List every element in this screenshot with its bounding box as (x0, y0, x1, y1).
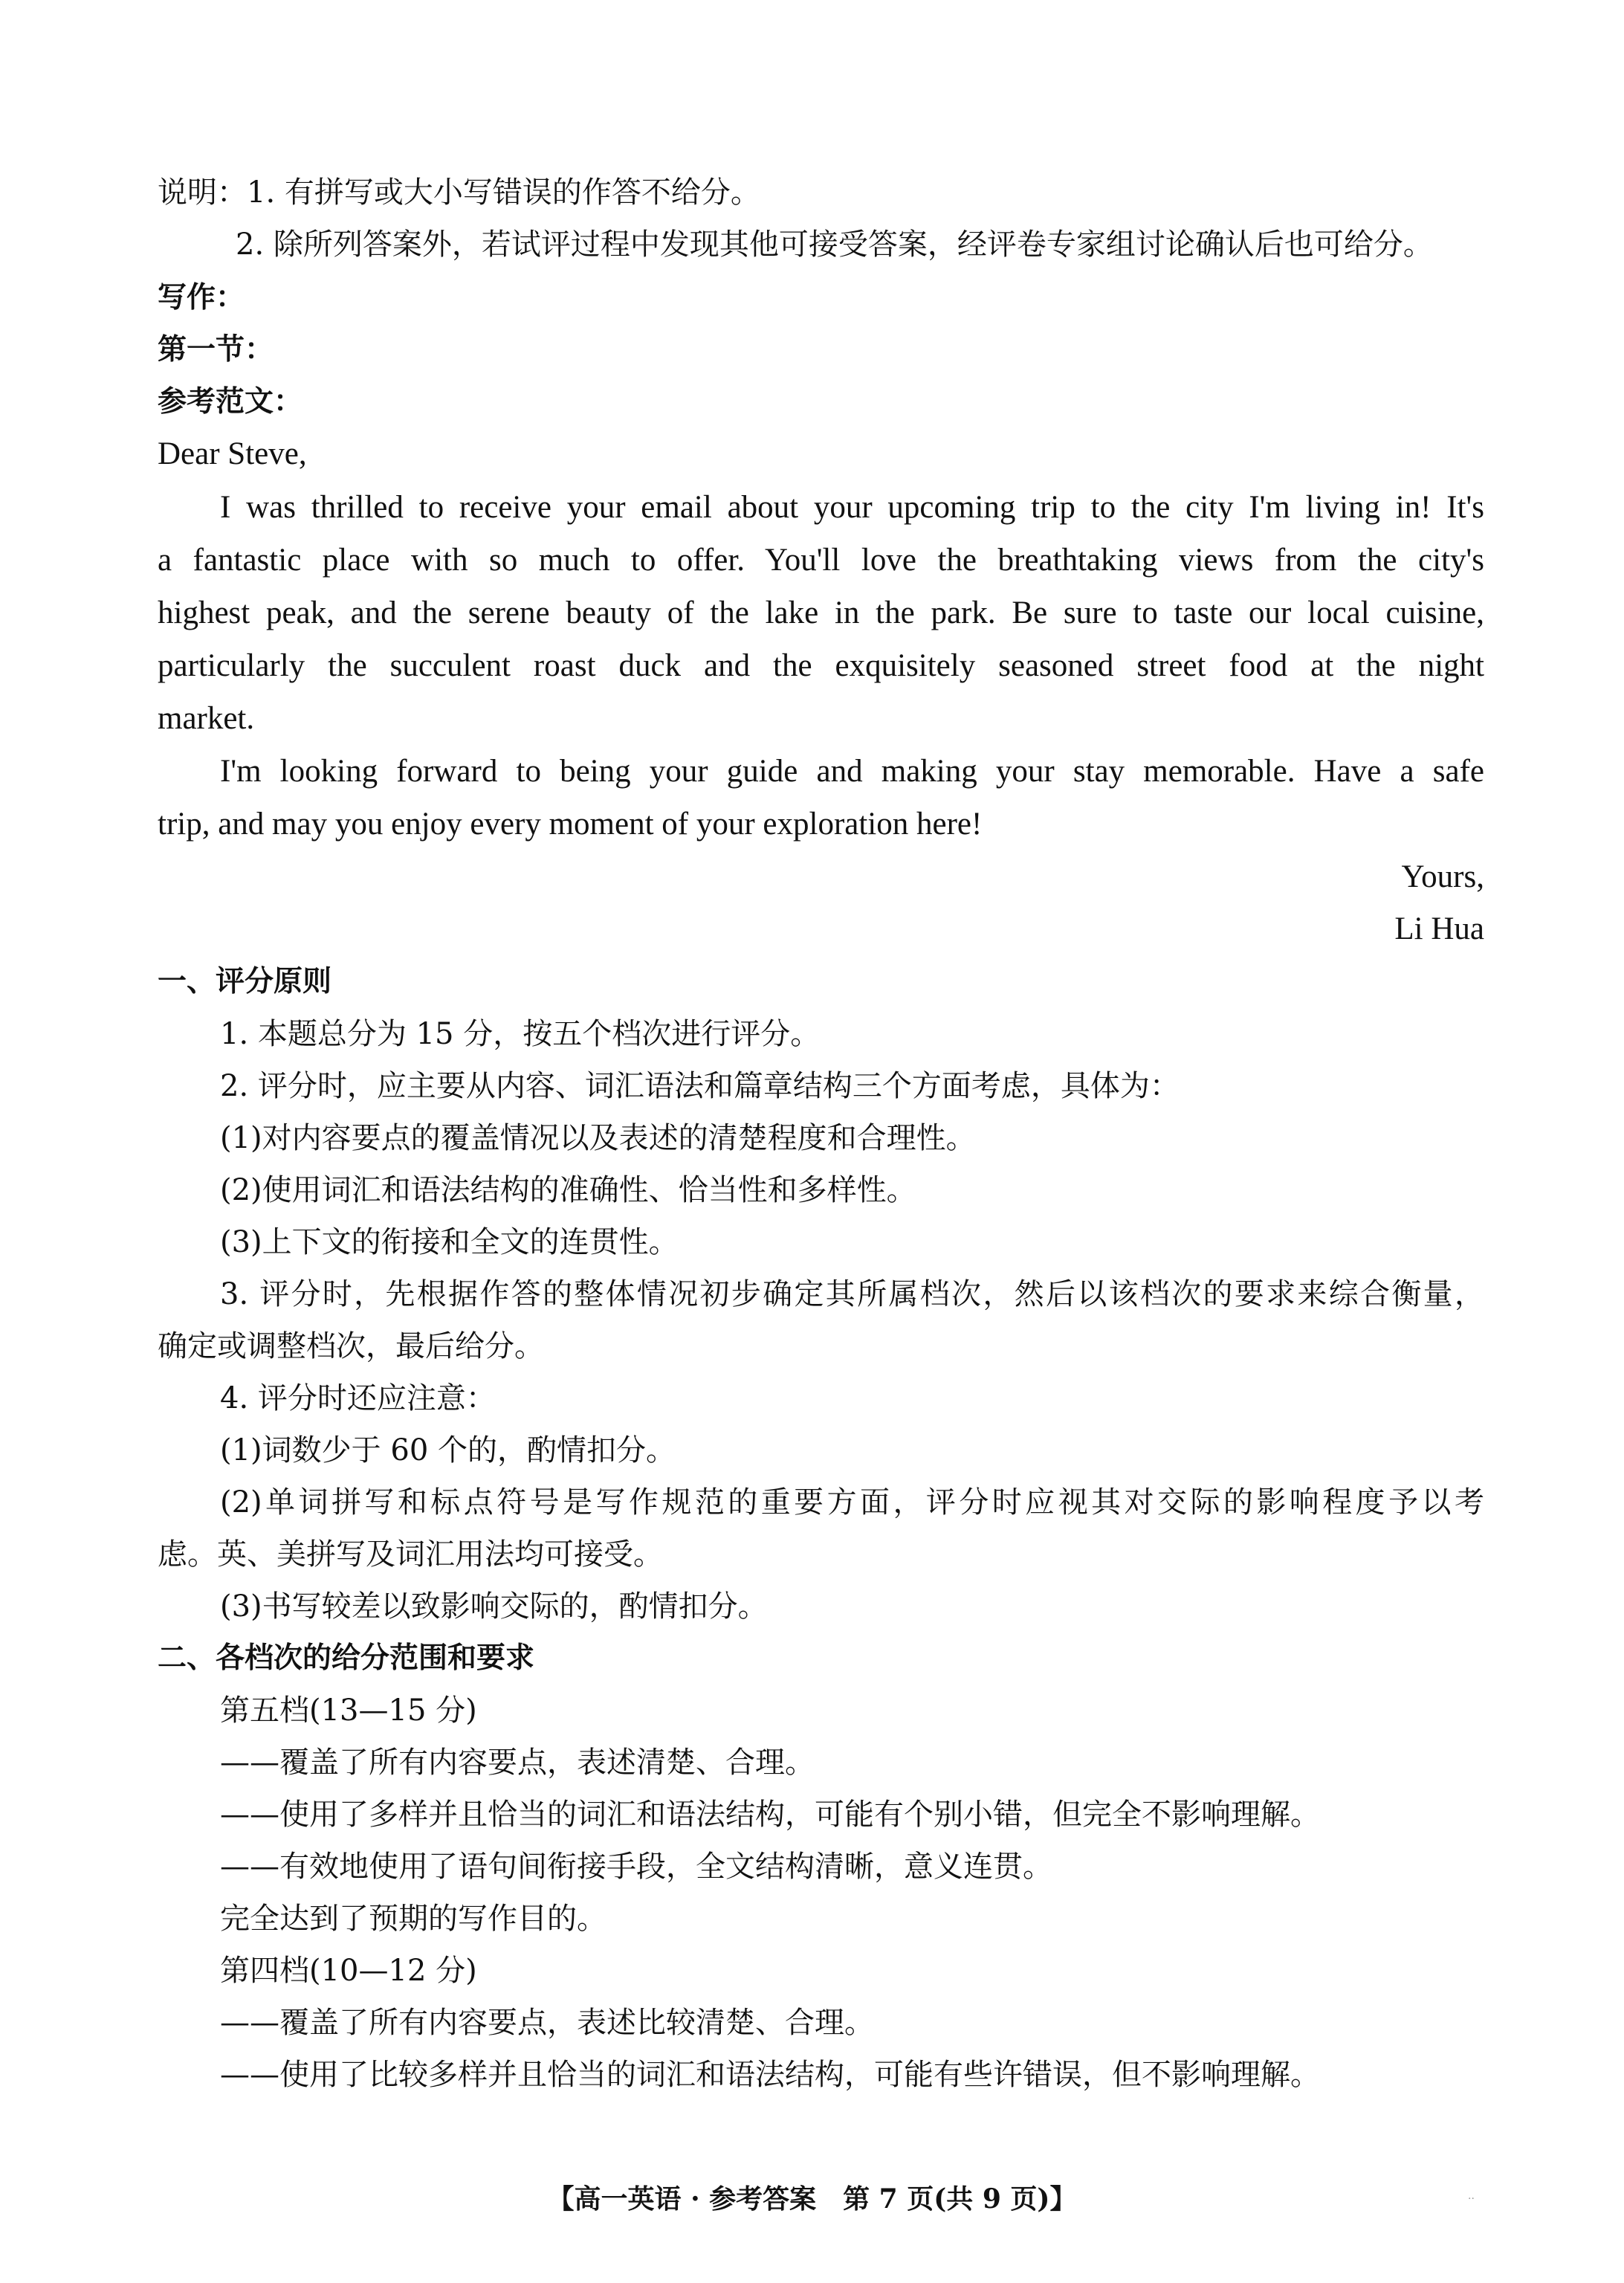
sample-label: 参考范文： (158, 385, 303, 419)
principle-item-4a: (1)词数少于 60 个的，酌情扣分。 (220, 1433, 676, 1467)
principle-item-4c: (3)书写较差以致影响交际的，酌情扣分。 (220, 1589, 768, 1624)
principle-item-2b: (2)使用词汇和语法结构的准确性、恰当性和多样性。 (220, 1173, 916, 1207)
principle-item-2: 2. 评分时，应主要从内容、词汇语法和篇章结构三个方面考虑，具体为： (220, 1069, 1180, 1103)
footer-text: 【高一英语 · 参考答案 第 7 页(共 9 页)】 (547, 2183, 1077, 2215)
principle-item-2c: (3)上下文的衔接和全文的连贯性。 (220, 1225, 679, 1259)
letter-p2-line-1: I'm looking forward to being your guide and making your stay memorable. Have a safe (220, 754, 1484, 789)
letter-p1-line-4: particularly the succulent roast duck and the exquisitely seasoned street food at the night (158, 648, 1484, 683)
principle-item-2a: (1)对内容要点的覆盖情况以及表述的清楚程度和合理性。 (220, 1121, 976, 1155)
principles-heading: 一、评分原则 (158, 965, 332, 998)
letter-greeting: Dear Steve, (158, 436, 307, 471)
letter-p1-line-2: a fantastic place with so much to offer. You'll love the breathtaking views from the city's (158, 543, 1484, 578)
level-5-title: 第五档(13—15 分) (220, 1693, 477, 1728)
letter-signature: Li Hua (1394, 911, 1484, 946)
principle-item-3-line-1: 3. 评分时，先根据作答的整体情况初步确定其所属档次，然后以该档次的要求来综合衡量， (220, 1277, 1484, 1311)
level-4-requirement-1: ——覆盖了所有内容要点，表述比较清楚、合理。 (220, 2006, 874, 2040)
level-5-summary: 完全达到了预期的写作目的。 (220, 1902, 606, 1936)
section-heading: 第一节： (158, 333, 274, 366)
principle-item-1: 1. 本题总分为 15 分，按五个档次进行评分。 (220, 1017, 821, 1051)
letter-closing: Yours, (1401, 859, 1484, 894)
writing-heading: 写作： (158, 281, 245, 314)
level-5-requirement-3: ——有效地使用了语句间衔接手段，全文结构清晰，意义连贯。 (220, 1850, 1052, 1884)
level-4-requirement-2: ——使用了比较多样并且恰当的词汇和语法结构，可能有些许错误，但不影响理解。 (220, 2058, 1320, 2092)
note-line-2: 2. 除所列答案外，若试评过程中发现其他可接受答案，经评卷专家组讨论确认后也可给分。 (236, 227, 1433, 262)
level-5-requirement-1: ——覆盖了所有内容要点，表述清楚、合理。 (220, 1746, 815, 1780)
letter-p1-line-5: market. (158, 701, 255, 736)
level-4-title: 第四档(10—12 分) (220, 1954, 477, 1988)
levels-heading: 二、各档次的给分范围和要求 (158, 1641, 535, 1675)
scan-mark: ·· (1468, 2193, 1475, 2205)
letter-p1-line-3: highest peak, and the serene beauty of the lake in the park. Be sure to taste our local cuisine, (158, 595, 1484, 630)
principle-item-4: 4. 评分时还应注意： (220, 1381, 496, 1415)
principle-item-4b-line-2: 虑。英、美拼写及词汇用法均可接受。 (158, 1537, 663, 1572)
page-footer (0, 2182, 1624, 2217)
letter-p1-line-1: I was thrilled to receive your email about your upcoming trip to the city I'm living in! It's (220, 490, 1484, 525)
level-5-requirement-2: ——使用了多样并且恰当的词汇和语法结构，可能有个别小错，但完全不影响理解。 (220, 1798, 1320, 1832)
letter-p2-line-2: trip, and may you enjoy every moment of your exploration here! (158, 807, 983, 842)
note-line-1: 说明：1. 有拼写或大小写错误的作答不给分。 (158, 175, 760, 210)
principle-item-4b-line-1: (2)单词拼写和标点符号是写作规范的重要方面，评分时应视其对交际的影响程度予以考 (220, 1485, 1484, 1520)
principle-item-3-line-2: 确定或调整档次，最后给分。 (158, 1329, 544, 1363)
